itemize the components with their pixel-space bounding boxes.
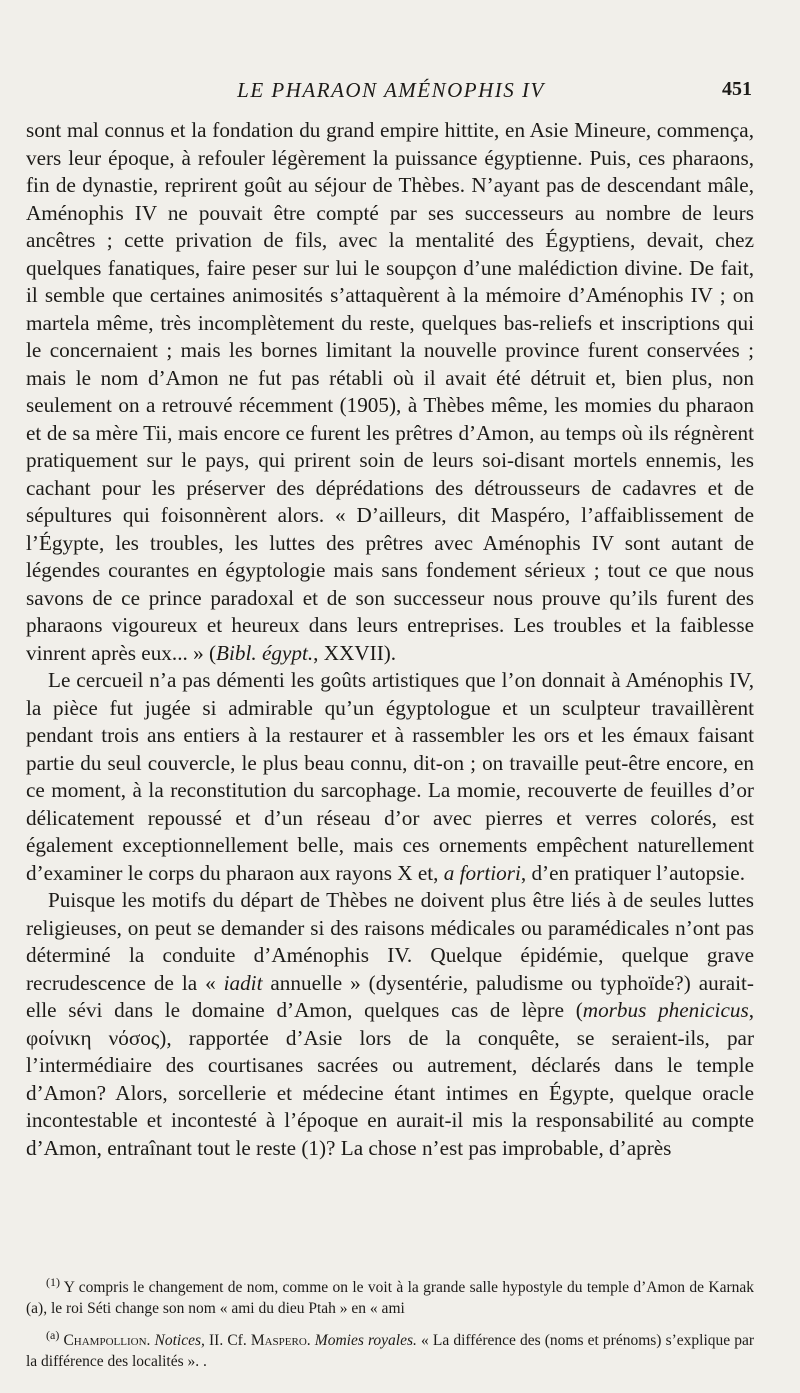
paragraph-1 [26, 117, 754, 667]
footnote-1-mark: (1) [46, 1275, 60, 1289]
paragraph-2 [26, 667, 754, 887]
paragraph-2-end: , d’en pratiquer l’autopsie. [520, 860, 745, 885]
body-text [26, 117, 754, 1162]
footnote-1-text: Y compris le changement de nom, comme on le voit à la grande salle hypostyle du temple d’Amon de Karnak (a), le roi Séti change son nom « ami du dieu Ptah » en « ami [26, 1279, 754, 1317]
footnote-2-author-2: Maspero. [250, 1332, 311, 1350]
italic-phrase: a fortiori [443, 860, 521, 885]
footnote-1 [26, 1272, 754, 1319]
footnote-2-mid: II. Cf. [204, 1332, 251, 1350]
running-title: LE PHARAON AMÉNOPHIS IV [237, 78, 545, 102]
paragraph-1-text: sont mal connus et la fondation du grand empire hittite, en Asie Mineure, commença, vers leur époque, à refouler légèrement la puissance égyptienne. Puis, ces pharaons, fin de dynastie, reprirent goût au séjour de Thèbes. N’ayant pas de descendant mâle, Aménophis IV ne pouvait être compté par ses successeurs au nombre de leurs ancêtres ; cette privation de fils, avec la mentalité des Égyptiens, devait, chez quelques fanatiques, faire peser sur lui le soupçon d’une malédiction divine. De fait, il semble que certaines animosités s’attaquèrent à la mémoire d’Aménophis IV ; on martela même, très incomplètement du reste, quelques bas-reliefs et inscriptions qui le concernaient ; mais les bornes limitant la nouvelle province furent conservées ; mais le nom d’Amon ne fut pas rétabli où il avait été détruit et, bien plus, non seulement on a retrouvé récemment (1905), à Thèbes même, les momies du pharaon et de sa mère Tii, mais encore ce furent les prêtres d’Amon, au temps où ils régnèrent pratiquement sur le pays, qui prirent soin de leurs soi-disant mortels ennemis, les cachant pour les préserver des déprédations des détrousseurs de cadavres et de sépultures qui foisonnèrent alors. « D’ailleurs, dit Maspéro, l’affaiblissement de l’Égypte, les troubles, les luttes des prêtres avec Aménophis IV sont autant de légendes courantes en égyptologie mais sans fondement sérieux ; tout ce que nous savons de ce prince paradoxal et de son successeur nous prouve qu’ils furent des pharaons vigoureux et heureux dans leurs entreprises. Les troubles et la faiblesse vinrent après eux... » ( [26, 118, 754, 665]
footnote-2 [26, 1325, 754, 1372]
footnote-2-text: « La différence des (noms et prénoms) s’explique par la différence des localités ». . [26, 1332, 755, 1370]
italic-term-morbus: morbus phenicicus [582, 998, 749, 1022]
footnotes [26, 1272, 754, 1378]
page-header [30, 78, 752, 108]
paragraph-3-mid: annuelle » (dysentérie, paludisme ou typhoïde?) aurait-elle sévi dans le domaine d’Amon, quelques cas de lèpre ( [26, 970, 754, 1022]
paragraph-3-text: Puisque les motifs du départ de Thèbes ne doivent plus être liés à de seules luttes religieuses, on peut se demander si des raisons médicales ou paramédicales n’ont pas déterminé la conduite d’Aménophis IV. Quelque épidémie, quelque grave recrudescence de la « [26, 888, 754, 995]
citation-title: Bibl. égypt. [216, 640, 314, 665]
italic-term-iadit: iadit [223, 970, 263, 995]
paragraph-3-end: , φοίνικη νόσος), rapportée d’Asie lors de la conquête, se seraient-ils, par l’intermédiaire des courtisanes sacrées ou autrement, déclarés dans le temple d’Amon? Alors, sorcellerie et médecine étant intimes en Égypte, quelque oracle incontestable et incontesté à l’époque en aurait-il mis la responsabilité au compte d’Amon, entraînant tout le reste (1)? La chose n’est pas improbable, d’après [26, 998, 754, 1160]
paragraph-2-text: Le cercueil n’a pas démenti les goûts artistiques que l’on donnait à Aménophis IV, la pièce fut jugée si admirable qu’un égyptologue et un sculpteur travaillèrent pendant trois ans entiers à la restaurer et à rassembler les ors et les émaux faisant partie du seul couvercle, le plus beau connu, dit-on ; on travaille peut-être encore, en ce moment, à la reconstitution du sarcophage. La momie, recouverte de feuilles d’or délicatement repoussé et d’un réseau d’or avec pierres et verres colorés, est également exceptionnellement belle, mais ces ornements empêchent naturellement d’examiner le corps du pharaon aux rayons X et, [26, 668, 754, 885]
footnote-2-author-1: Champollion. [63, 1332, 151, 1350]
footnote-2-work-2: Momies royales. [314, 1332, 417, 1350]
page-number: 451 [722, 78, 752, 100]
paragraph-3 [26, 887, 754, 1162]
paragraph-1-end: , XXVII). [313, 640, 397, 665]
footnote-2-mark: (a) [46, 1328, 60, 1343]
footnote-2-work-1: Notices, [154, 1332, 205, 1350]
